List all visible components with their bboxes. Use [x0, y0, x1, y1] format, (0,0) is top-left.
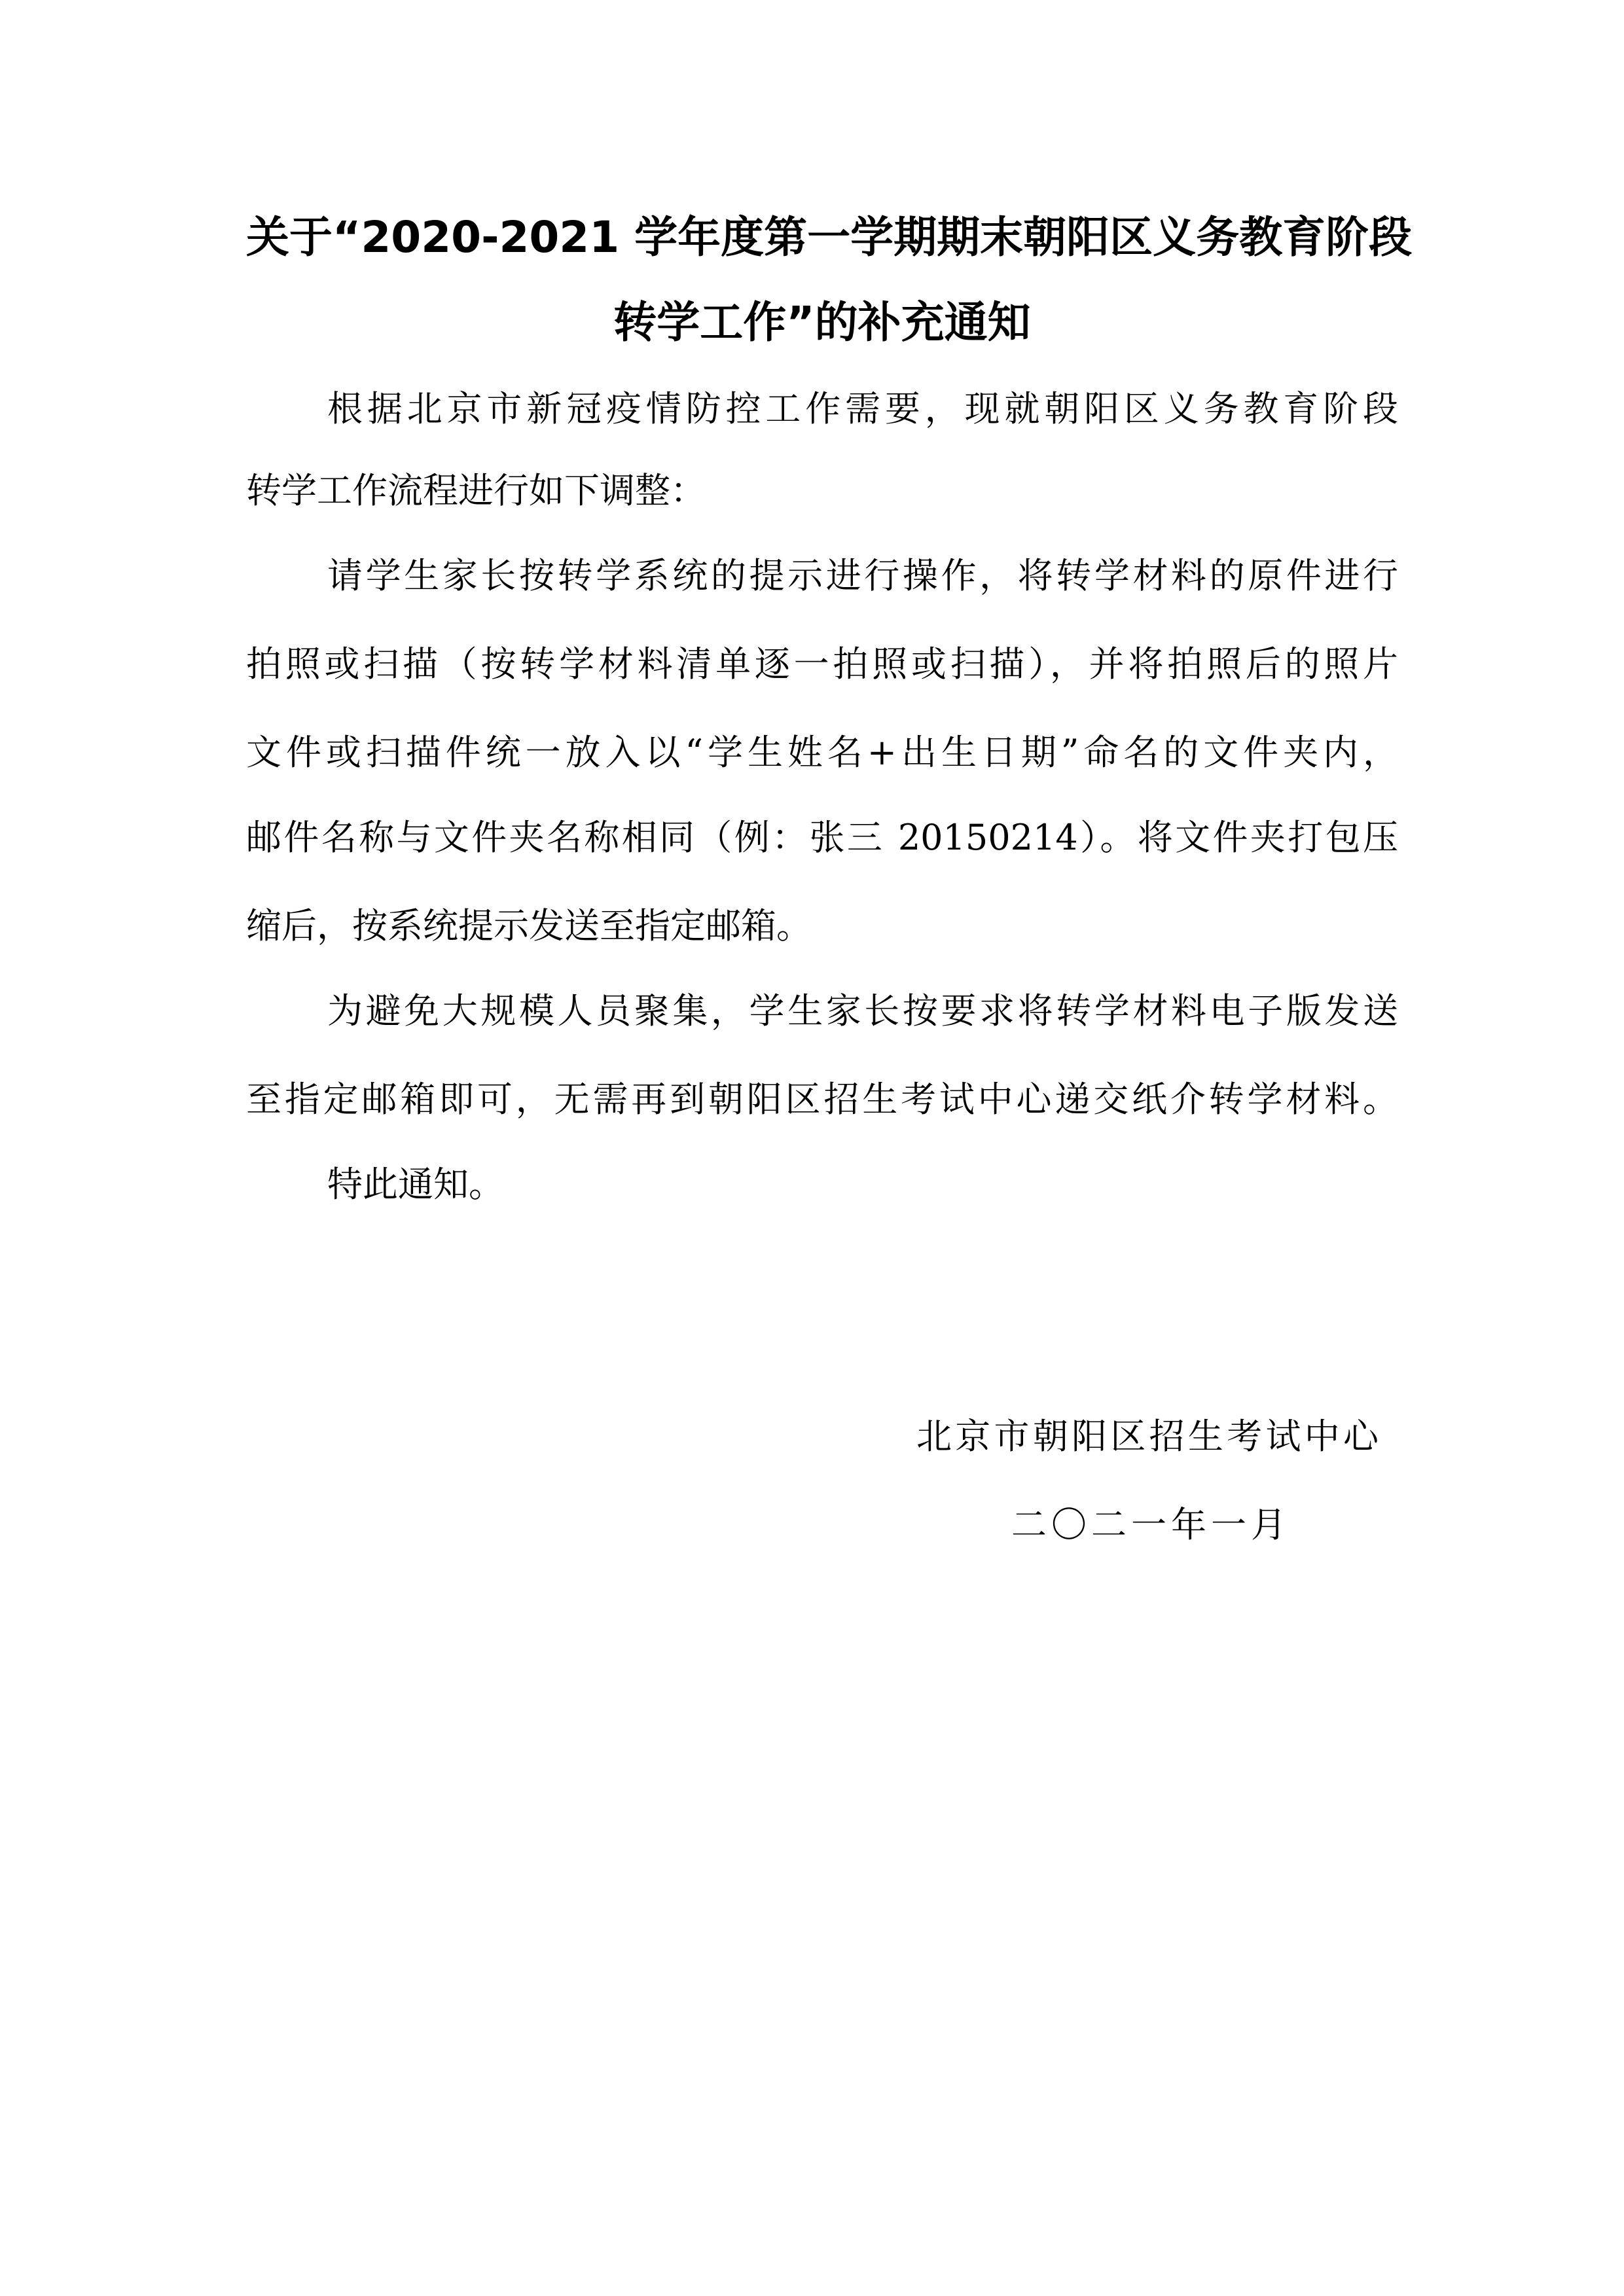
paragraph-2-line-1: 请学生家长按转学系统的提示进行操作，将转学材料的原件进行 [327, 555, 1398, 596]
paragraph-3-line-1: 为避免大规模人员聚集，学生家长按要求将转学材料电子版发送 [327, 990, 1398, 1031]
paragraph-2-line-3: 文件或扫描件统一放入以“学生姓名+出生日期”命名的文件夹内， [246, 732, 1398, 773]
notice-title-line-2: 转学工作”的补充通知 [613, 297, 1031, 348]
issue-date: 二〇二一年一月 [1011, 1504, 1286, 1545]
paragraph-2-line-2: 拍照或扫描（按转学材料清单逐一拍照或扫描），并将拍照后的照片 [246, 643, 1398, 685]
paragraph-1-line-2: 转学工作流程进行如下调整： [246, 470, 706, 511]
closing-remark: 特此通知。 [327, 1164, 504, 1205]
paragraph-1-line-1: 根据北京市新冠疫情防控工作需要，现就朝阳区义务教育阶段 [327, 388, 1398, 429]
paragraph-3-line-2: 至指定邮箱即可，无需再到朝阳区招生考试中心递交纸介转学材料。 [246, 1079, 1398, 1120]
paragraph-2-line-4: 邮件名称与文件夹名称相同（例：张三 20150214）。将文件夹打包压 [246, 817, 1398, 858]
issuing-organization: 北京市朝阳区招生考试中心 [916, 1416, 1379, 1457]
notice-title-line-1: 关于“2020-2021 学年度第一学期期末朝阳区义务教育阶段 [246, 212, 1413, 262]
paragraph-2-line-5: 缩后，按系统提示发送至指定邮箱。 [246, 905, 812, 946]
